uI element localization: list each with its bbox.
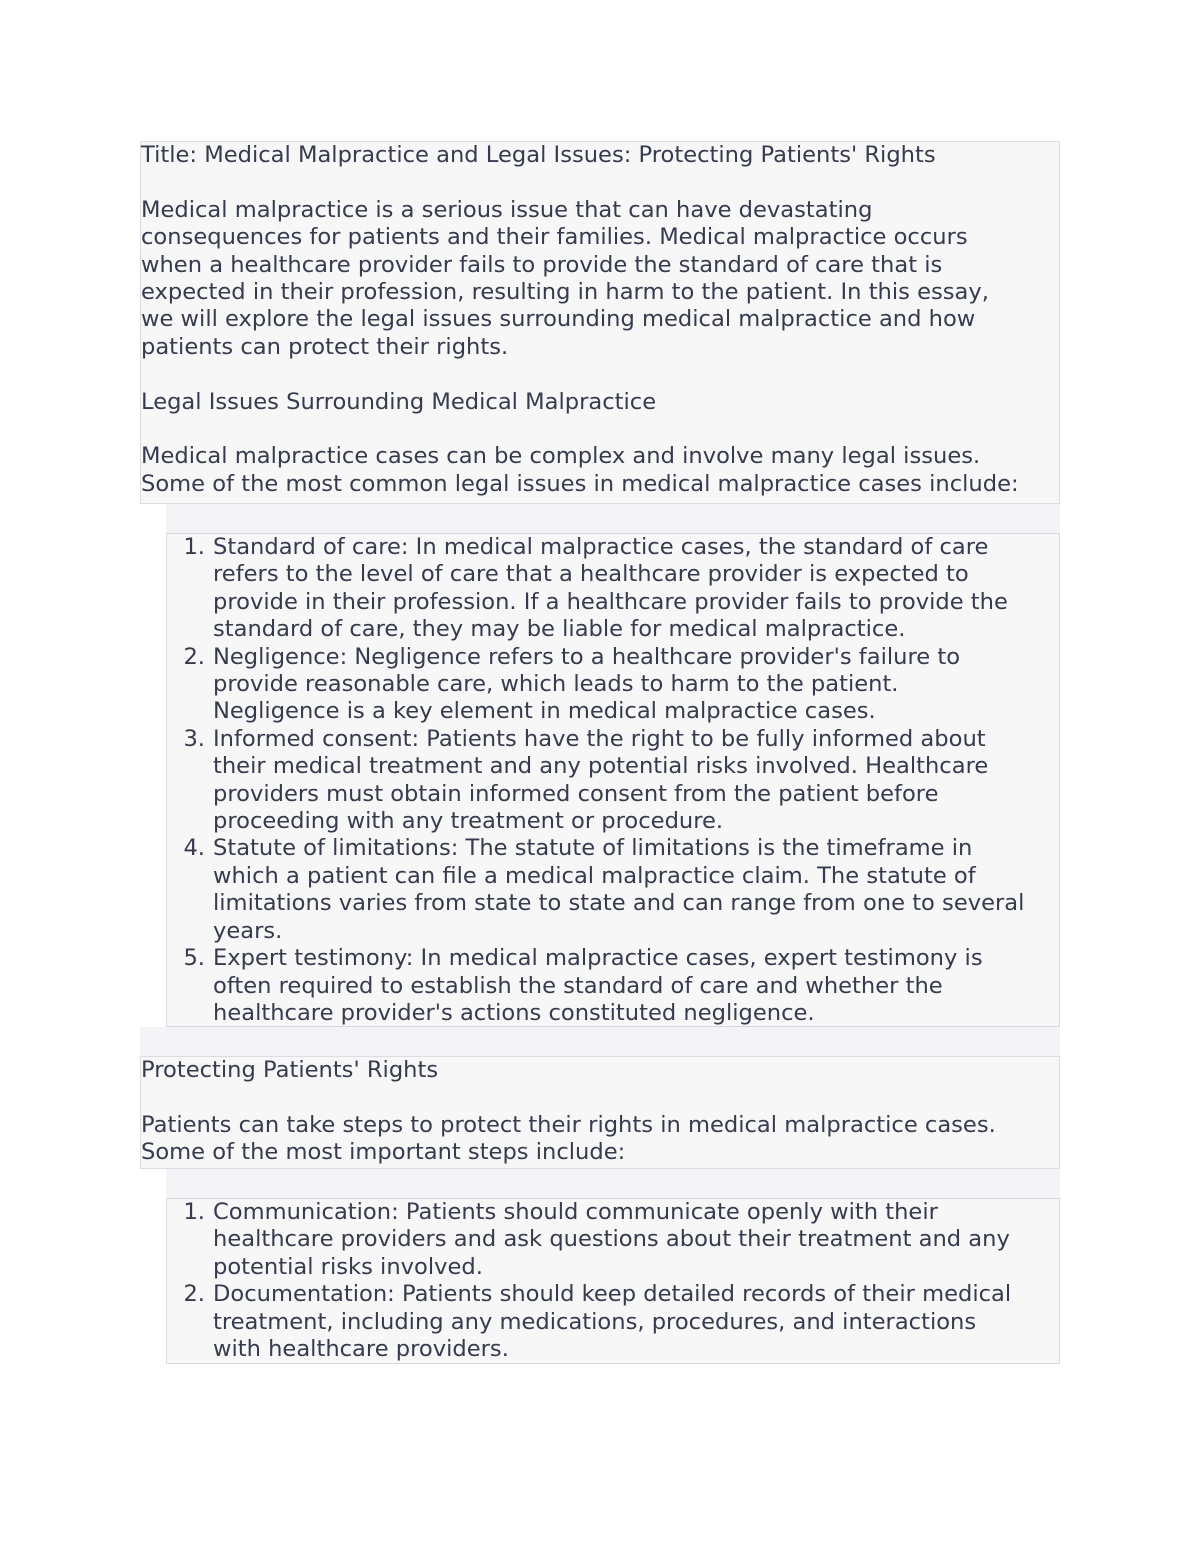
list-item-line: Negligence: Negligence refers to a healthcare provider's failure to xyxy=(213,643,961,670)
list-item-line: healthcare provider's actions constituted negligence. xyxy=(213,999,815,1026)
section-heading-legal-issues: Legal Issues Surrounding Medical Malpractice xyxy=(141,388,657,415)
intro-line: expected in their profession, resulting in harm to the patient. In this essay, xyxy=(141,279,989,306)
list-number: 1. xyxy=(183,534,205,560)
list-item-line: Statute of limitations: The statute of limitations is the timeframe in xyxy=(213,835,973,862)
spacer-band xyxy=(166,504,1060,534)
intro-paragraph xyxy=(141,197,1059,361)
patient-steps-list-section xyxy=(166,1198,1060,1364)
list-number: 2. xyxy=(183,1281,205,1308)
list-item xyxy=(167,534,1059,644)
intro-line: patients can protect their rights. xyxy=(141,333,509,360)
legal-issues-intro xyxy=(141,443,1059,498)
list-item-line: providers must obtain informed consent from the patient before xyxy=(213,780,939,807)
list-item-line: often required to establish the standard of care and whether the xyxy=(213,972,943,999)
list-item xyxy=(167,644,1059,726)
list-item-line: Informed consent: Patients have the right to be fully informed about xyxy=(213,725,986,752)
intro-line: when a healthcare provider fails to provide the standard of care that is xyxy=(141,251,943,278)
protecting-rights-intro-line: Patients can take steps to protect their rights in medical malpractice cases. xyxy=(141,1111,996,1138)
document-title: Title: Medical Malpractice and Legal Issues: Protecting Patients' Rights xyxy=(141,142,936,168)
list-item-line: Communication: Patients should communicate openly with their xyxy=(213,1199,938,1225)
list-item xyxy=(167,945,1059,1027)
list-number: 2. xyxy=(183,643,205,670)
section-heading-protecting-rights: Protecting Patients' Rights xyxy=(141,1057,439,1083)
list-item xyxy=(167,835,1059,945)
intro-line: we will explore the legal issues surrounding medical malpractice and how xyxy=(141,306,976,333)
list-item-line: Documentation: Patients should keep detailed records of their medical xyxy=(213,1281,1012,1308)
list-item-line: years. xyxy=(213,917,283,944)
list-item xyxy=(167,1199,1059,1281)
legal-issues-intro-line: Medical malpractice cases can be complex and involve many legal issues. xyxy=(141,443,981,470)
list-number: 5. xyxy=(183,945,205,972)
list-item-line: with healthcare providers. xyxy=(213,1336,509,1363)
list-number: 3. xyxy=(183,725,205,752)
legal-issues-list-section xyxy=(166,533,1060,1027)
legal-issues-list xyxy=(167,534,1059,1027)
list-item-line: treatment, including any medications, procedures, and interactions xyxy=(213,1308,977,1335)
list-item-line: Negligence is a key element in medical malpractice cases. xyxy=(213,698,876,725)
list-item-line: which a patient can file a medical malpractice claim. The statute of xyxy=(213,862,976,889)
list-item-line: Standard of care: In medical malpractice cases, the standard of care xyxy=(213,534,989,560)
protecting-rights-section xyxy=(140,1056,1060,1169)
list-item xyxy=(167,726,1059,836)
intro-line: Medical malpractice is a serious issue that can have devastating xyxy=(141,196,873,223)
list-item-line: limitations varies from state to state and can range from one to several xyxy=(213,890,1025,917)
list-number: 4. xyxy=(183,835,205,862)
list-item-line: provide reasonable care, which leads to harm to the patient. xyxy=(213,671,899,698)
list-item-line: provide in their profession. If a healthcare provider fails to provide the xyxy=(213,588,1008,615)
intro-line: consequences for patients and their families. Medical malpractice occurs xyxy=(141,224,968,251)
legal-issues-intro-line: Some of the most common legal issues in medical malpractice cases include: xyxy=(141,470,1019,497)
list-item-line: healthcare providers and ask questions about their treatment and any xyxy=(213,1226,1010,1253)
protecting-rights-intro-line: Some of the most important steps include: xyxy=(141,1139,626,1166)
list-item-line: proceeding with any treatment or procedure. xyxy=(213,808,724,835)
list-item-line: Expert testimony: In medical malpractice cases, expert testimony is xyxy=(213,945,983,972)
list-item-line: potential risks involved. xyxy=(213,1253,483,1280)
list-number: 1. xyxy=(183,1199,205,1225)
list-item xyxy=(167,1281,1059,1363)
list-item-line: refers to the level of care that a healthcare provider is expected to xyxy=(213,561,969,588)
patient-steps-list xyxy=(167,1199,1059,1363)
protecting-rights-intro xyxy=(141,1112,1059,1167)
list-item-line: their medical treatment and any potential risks involved. Healthcare xyxy=(213,753,989,780)
intro-section xyxy=(140,141,1060,504)
spacer-band xyxy=(140,1027,1060,1057)
list-item-line: standard of care, they may be liable for medical malpractice. xyxy=(213,616,906,643)
spacer-band xyxy=(166,1169,1060,1199)
